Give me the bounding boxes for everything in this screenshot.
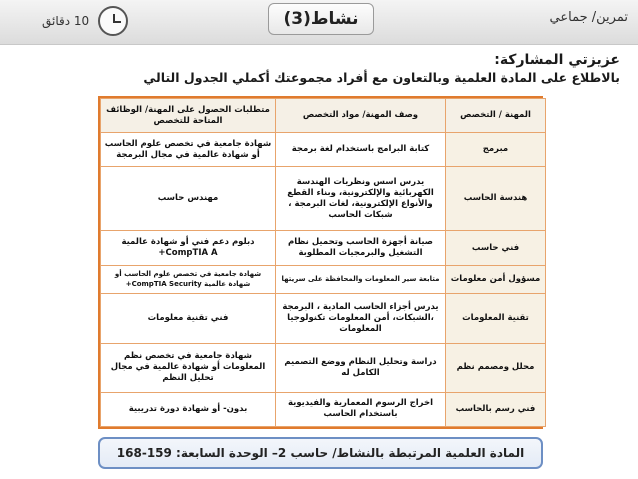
activity-title: نشاط(3) [268, 3, 374, 35]
table-row [101, 167, 546, 231]
table-row [101, 392, 546, 426]
time-label: 10 دقائق [42, 14, 90, 28]
cell-requirements: فني تقنية معلومات [101, 294, 276, 343]
header-description: وصف المهنة/ مواد التخصص [276, 99, 446, 133]
cell-description: يدرس أجزاء الحاسب المادية ، البرمجة ،الشبكات، أمن المعلومات تكنولوجيا المعلومات [276, 294, 446, 343]
cell-description: متابعة سير المعلومات والمحافظة على سريتها [276, 265, 446, 294]
table-row [101, 265, 546, 294]
cell-profession: محلل ومصمم نظم [446, 343, 546, 392]
reference-footer: المادة العلمية المرتبطة بالنشاط/ حاسب 2– الوحدة السابعة: 159-168 [98, 437, 543, 469]
cell-requirements: شهادة جامعية في تخصص نظم المعلومات أو شهادة عالمية في مجال تحليل النظم [101, 343, 276, 392]
activity-type: تمرين/ جماعي [549, 10, 628, 25]
table-row [101, 294, 546, 343]
cell-requirements: شهادة جامعية في تخصص علوم الحاسب أو شهادة عالمية في مجال البرمجة [101, 133, 276, 167]
cell-description: دراسة وتحليل النظام ووضع التصميم الكامل له [276, 343, 446, 392]
cell-description: كتابة البرامج باستخدام لغة برمجة [276, 133, 446, 167]
cell-description: صيانة أجهزة الحاسب وتحميل نظام التشغيل والبرمجيات المطلوبة [276, 231, 446, 265]
cell-requirements: مهندس حاسب [101, 167, 276, 231]
header-profession: المهنة / التخصص [446, 99, 546, 133]
cell-requirements: بدون- أو شهادة دورة تدريبية [101, 392, 276, 426]
cell-profession: فني رسم بالحاسب [446, 392, 546, 426]
cell-requirements: شهادة جامعية في تخصص علوم الحاسب أو شهادة عالمية CompTIA Security+ [101, 265, 276, 294]
table-row [101, 343, 546, 392]
instruction-text: بالاطلاع على المادة العلمية وبالتعاون مع أفراد مجموعتك أكملي الجدول التالي [143, 70, 620, 85]
table-row [101, 231, 546, 265]
cell-description: اخراج الرسوم المعمارية والفيديوية باستخدام الحاسب [276, 392, 446, 426]
table-header-row [101, 99, 546, 133]
table-row [101, 133, 546, 167]
cell-description: يدرس اسس ونظريات الهندسة الكهربائية والإلكترونية، وبناء القطع والأنواع الإلكترونية، لغات البرمجة ، شبكات الحاسب [276, 167, 446, 231]
careers-table [98, 96, 543, 429]
cell-profession: فني حاسب [446, 231, 546, 265]
cell-profession: مبرمج [446, 133, 546, 167]
greeting-heading: عزيزتي المشاركة: [494, 52, 620, 68]
cell-profession: مسؤول أمن معلومات [446, 265, 546, 294]
header-requirements: متطلبات الحصول على المهنة/ الوظائف المتاحة للتخصص [101, 99, 276, 133]
cell-profession: تقنية المعلومات [446, 294, 546, 343]
header-bar [0, 0, 638, 45]
clock-icon [98, 6, 128, 36]
cell-profession: هندسة الحاسب [446, 167, 546, 231]
cell-requirements: دبلوم دعم فني أو شهادة عالمية CompTIA A+ [101, 231, 276, 265]
